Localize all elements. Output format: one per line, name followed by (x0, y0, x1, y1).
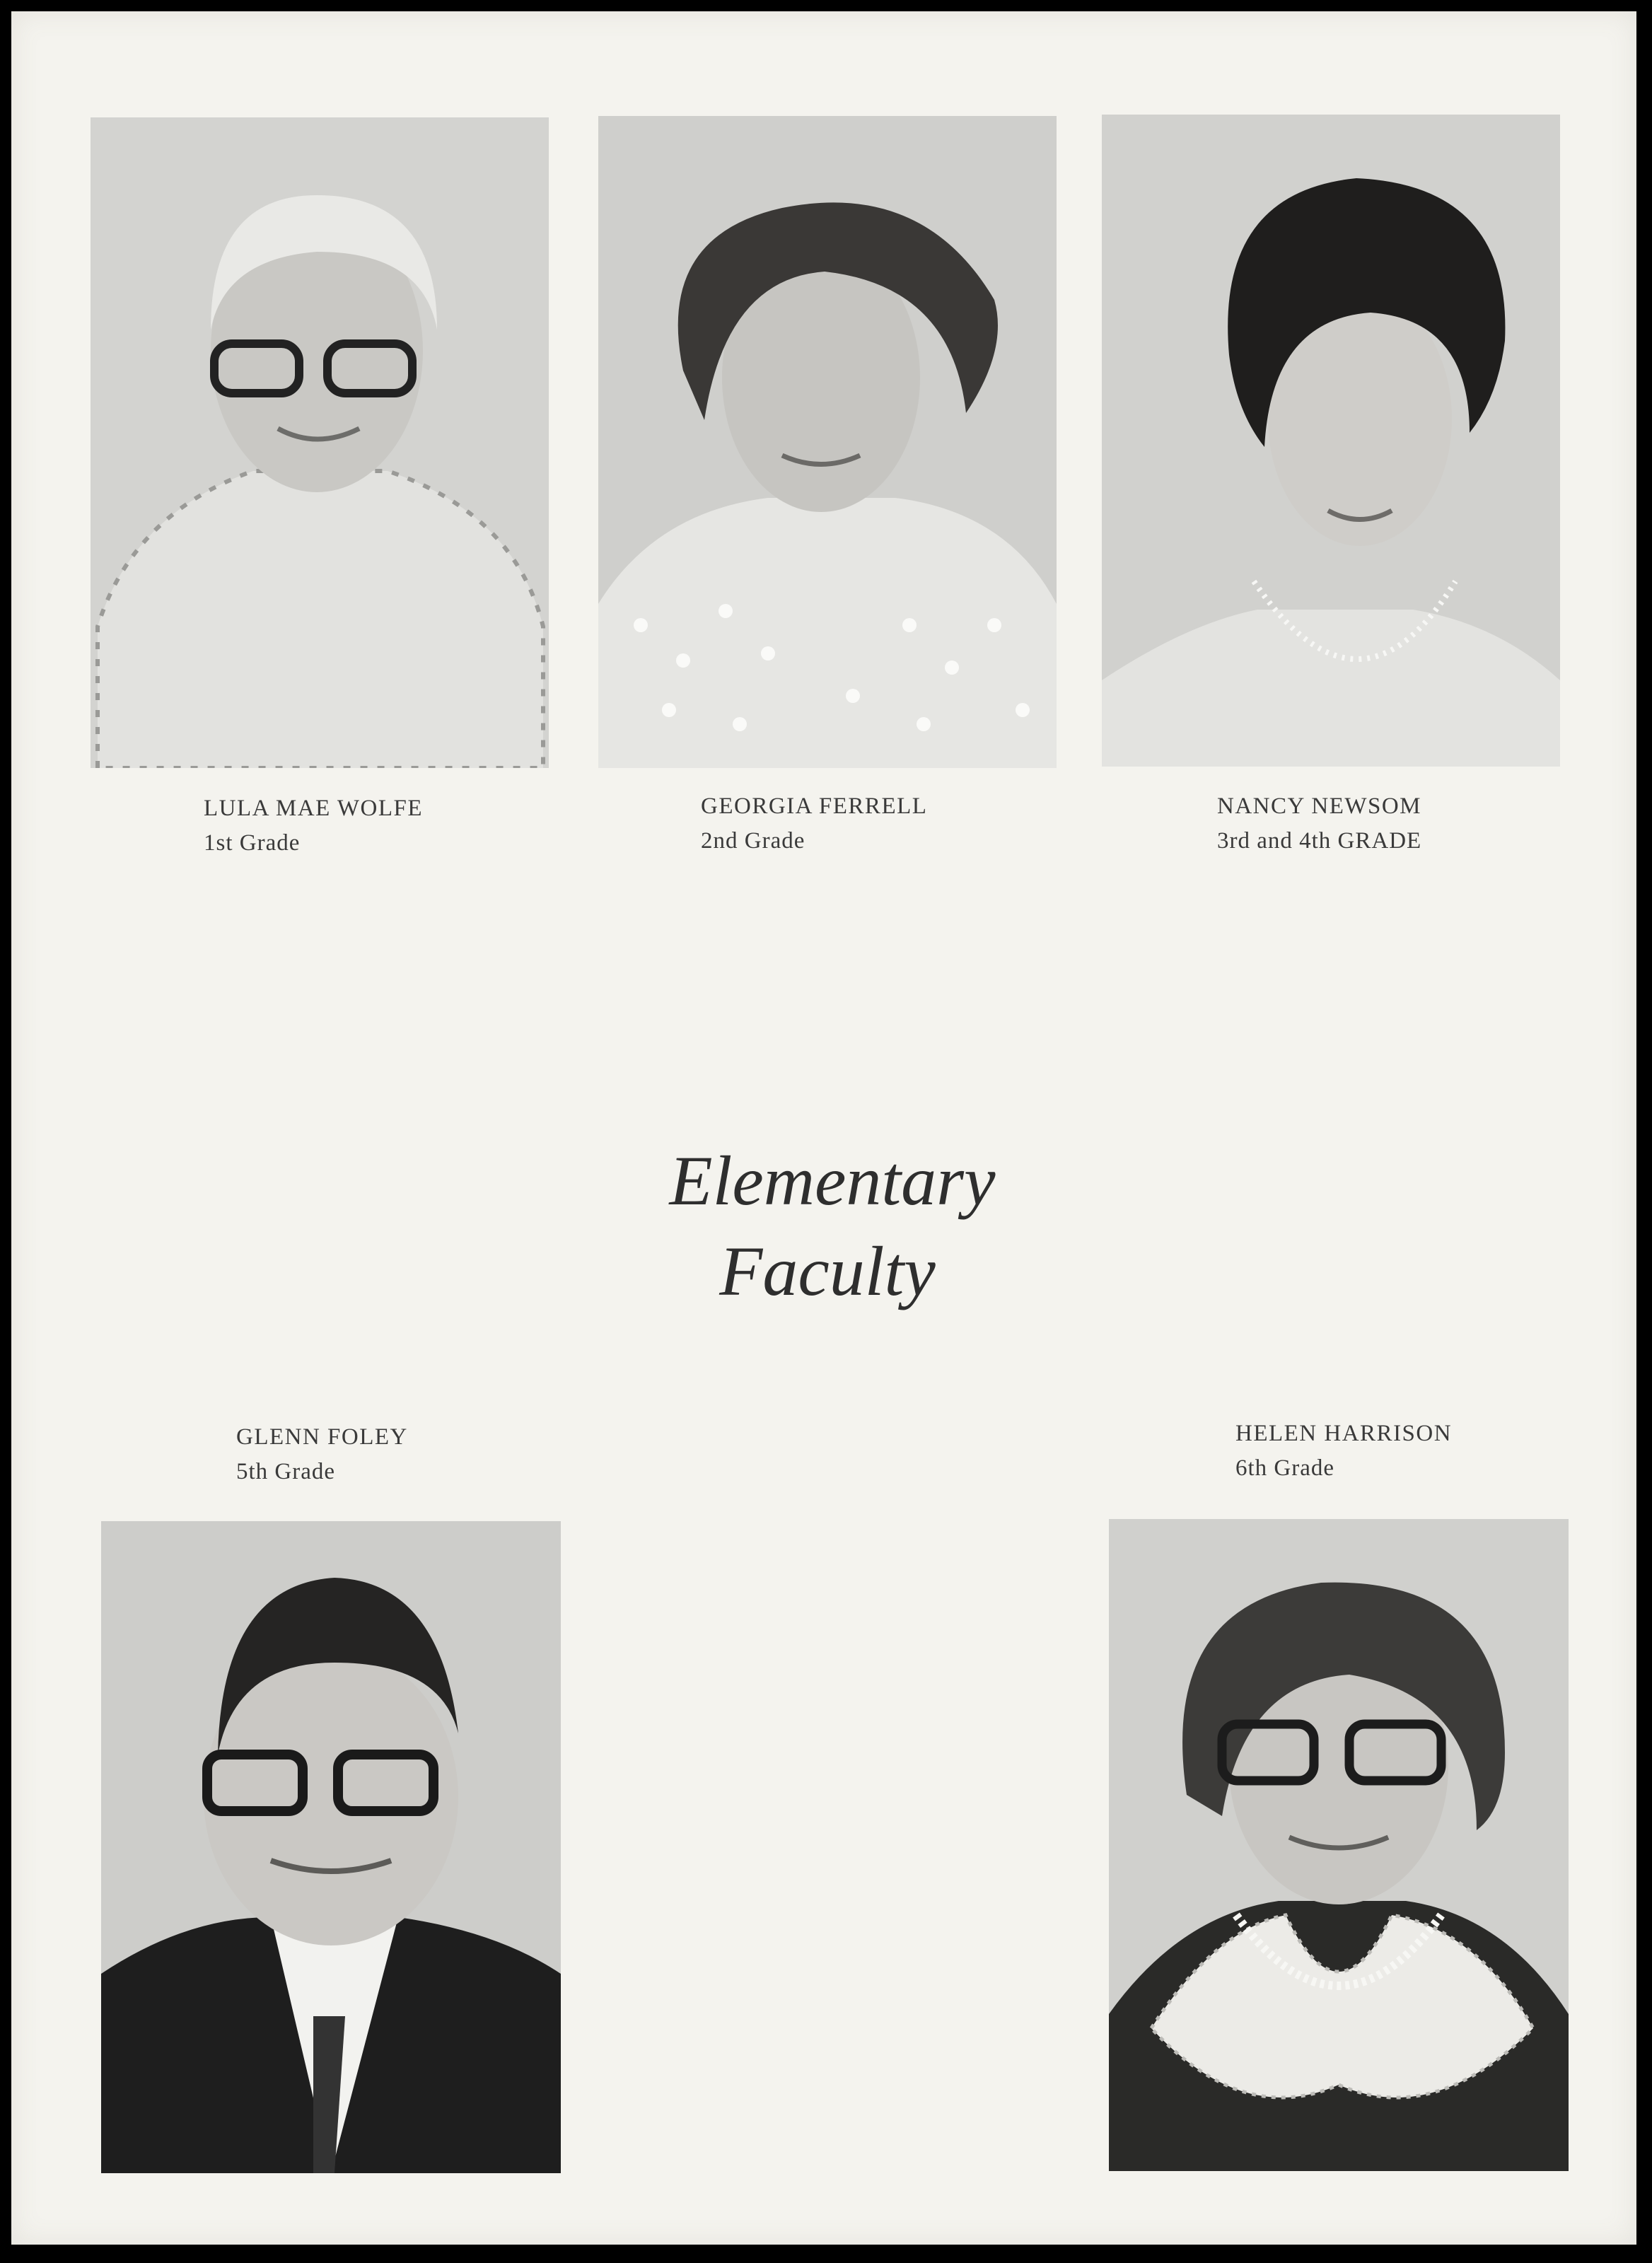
faculty-name: GEORGIA FERRELL (701, 793, 928, 819)
faculty-caption-4 (236, 1420, 408, 1489)
portrait-photo-helen-harrison (1109, 1519, 1569, 2171)
faculty-caption-3 (1217, 789, 1421, 859)
faculty-grade: 5th Grade (236, 1459, 336, 1484)
portrait-photo-georgia-ferrell (598, 116, 1057, 768)
faculty-name: GLENN FOLEY (236, 1424, 408, 1450)
faculty-caption-1 (204, 791, 423, 861)
portrait-photo-lula-mae-wolfe (91, 117, 549, 768)
faculty-grade: 3rd and 4th GRADE (1217, 828, 1422, 854)
faculty-name: NANCY NEWSOM (1217, 793, 1422, 819)
portrait-photo-glenn-foley (101, 1521, 561, 2173)
faculty-caption-5 (1235, 1416, 1452, 1486)
yearbook-page (11, 11, 1636, 2245)
faculty-name: LULA MAE WOLFE (204, 796, 424, 821)
faculty-grade: 1st Grade (204, 830, 301, 856)
faculty-grade: 2nd Grade (701, 828, 805, 854)
portrait-photo-nancy-newsom (1102, 115, 1560, 767)
page-title (11, 1136, 1636, 1317)
faculty-name: HELEN HARRISON (1235, 1421, 1453, 1446)
faculty-caption-2 (701, 789, 927, 859)
page-title-line-1: Elementary (669, 1141, 996, 1220)
faculty-grade: 6th Grade (1235, 1455, 1335, 1481)
page-title-line-2: Faculty (719, 1232, 936, 1310)
